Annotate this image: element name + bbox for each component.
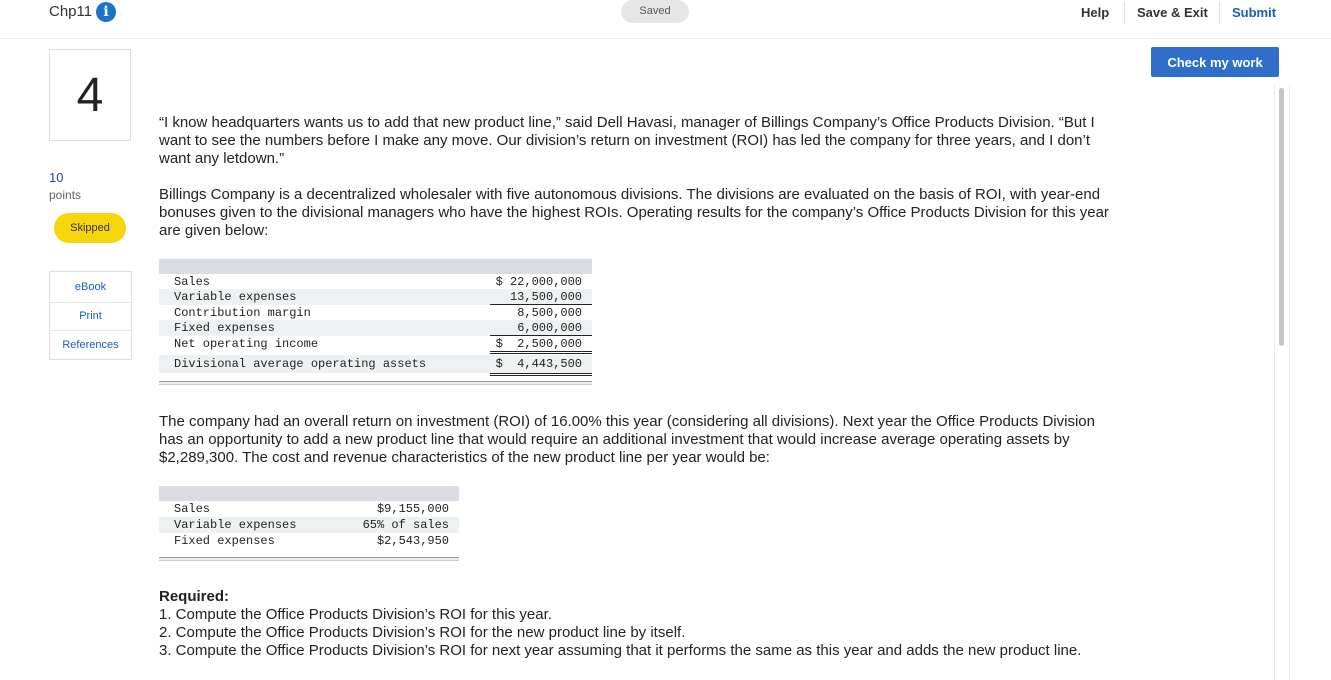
submit-link[interactable]: Submit <box>1232 5 1277 20</box>
row-label: Contribution margin <box>174 306 311 320</box>
row-label: Divisional average operating assets <box>174 357 427 371</box>
row-label: Variable expenses <box>174 518 297 532</box>
company-description: Billings Company is a decentralized wholesaler with five autonomous divisions. The divisions are evaluated on the basis of ROI, with year-end bonuses given to the divisional managers who have the highest ROIs. Operating results for the company’s Office Products Division for this year are given below: <box>159 186 1109 239</box>
scrollbar-thumb[interactable] <box>1279 88 1284 346</box>
required-heading: Required: <box>159 588 230 605</box>
intro-quote: “I know headquarters wants us to add that new product line,” said Dell Havasi, manager of Billings Company’s Office Products Division. “But I want to see the numbers before I make any move. Our division’s return on investment (ROI) has led the company for three years, and I don’t want any letdown.” <box>159 114 1095 167</box>
divider <box>1124 2 1125 24</box>
row-label: Sales <box>174 275 211 289</box>
row-value: $ 4,443,500 <box>495 357 582 371</box>
row-value: $ 2,500,000 <box>495 337 582 351</box>
divider <box>1219 2 1220 24</box>
row-value: 6,000,000 <box>517 321 582 335</box>
opportunity-text: The company had an overall return on investment (ROI) of 16.00% this year (considering all divisions). Next year the Office Products Division has an opportunity to add a new product line that would require an additional investment that would increase average operating assets by $2,289,300. The cost and revenue characteristics of the new product line per year would be: <box>159 413 1095 466</box>
row-value: $ 22,000,000 <box>495 275 582 289</box>
print-link[interactable]: Print <box>50 303 131 331</box>
status-badge: Skipped <box>54 213 126 243</box>
table-row <box>159 274 592 290</box>
table-row <box>159 355 592 373</box>
save-exit-link[interactable]: Save & Exit <box>1137 5 1208 20</box>
table-row <box>159 289 592 305</box>
table-row <box>159 305 592 321</box>
references-link[interactable]: References <box>62 339 119 351</box>
row-label: Variable expenses <box>174 290 297 304</box>
underline <box>490 375 592 376</box>
table-row <box>159 320 592 336</box>
points-value: 10 <box>49 170 64 185</box>
required-item-2: 2. Compute the Office Products Division’s ROI for the new product line by itself. <box>159 624 686 641</box>
underline <box>490 351 592 352</box>
operating-results-table <box>159 259 592 390</box>
required-item-1: 1. Compute the Office Products Division’s ROI for this year. <box>159 606 552 623</box>
row-label: Fixed expenses <box>174 534 275 548</box>
underline <box>490 353 592 354</box>
row-value: $2,543,950 <box>376 534 449 548</box>
new-product-line-table <box>159 486 459 565</box>
table-bottom-border <box>159 381 592 385</box>
row-value: 8,500,000 <box>517 306 582 320</box>
question-number: 4 <box>49 49 131 141</box>
row-value: 13,500,000 <box>509 290 582 304</box>
top-bar <box>0 0 1331 39</box>
ebook-link[interactable]: eBook <box>50 272 131 303</box>
table-row <box>159 517 459 533</box>
table-row <box>159 533 459 549</box>
scrollbar[interactable] <box>1274 86 1290 680</box>
table-row <box>159 336 592 352</box>
resources-panel <box>49 271 132 360</box>
help-link[interactable]: Help <box>1081 5 1110 20</box>
row-label: Net operating income <box>174 337 319 351</box>
table-header <box>159 259 592 274</box>
required-item-3: 3. Compute the Office Products Division’s ROI for next year assuming that it performs the same as this year and adds the new product line. <box>159 642 1082 659</box>
table-bottom-border <box>159 557 459 561</box>
underline <box>490 373 592 374</box>
row-label: Fixed expenses <box>174 321 275 335</box>
table-header <box>159 486 459 501</box>
table-row <box>159 501 459 517</box>
row-value: 65% of sales <box>362 518 449 532</box>
row-value: $9,155,000 <box>376 502 449 516</box>
check-my-work-button[interactable]: Check my work <box>1151 47 1279 77</box>
points-label: points <box>49 188 82 202</box>
saved-status: Saved <box>621 0 689 23</box>
info-icon[interactable]: i <box>96 2 116 22</box>
assignment-title: Chp11 <box>49 3 93 20</box>
row-label: Sales <box>174 502 211 516</box>
